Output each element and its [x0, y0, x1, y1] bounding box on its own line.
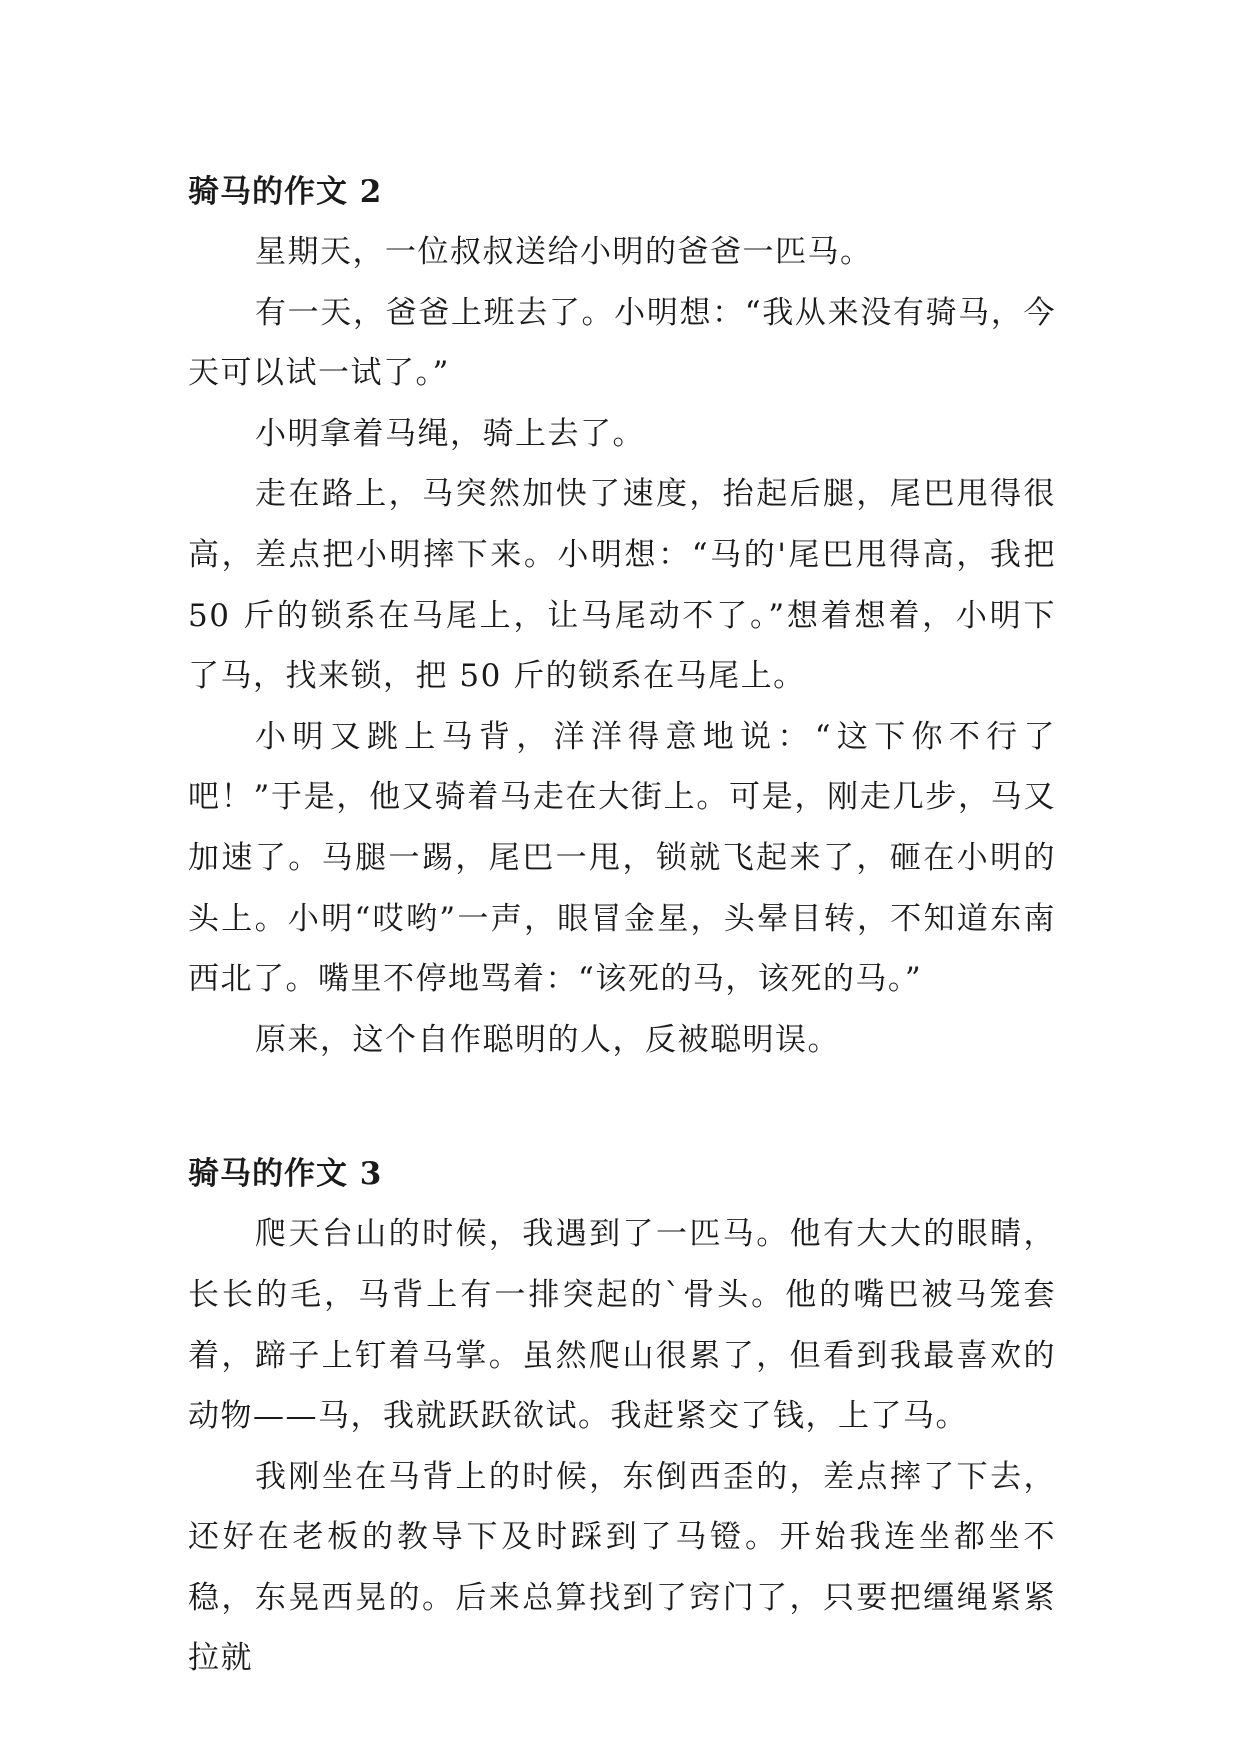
essay-paragraph: 原来，这个自作聪明的人，反被聪明误。: [255, 1021, 840, 1058]
section-spacer: [188, 1070, 1056, 1144]
essay-paragraph: 星期天，一位叔叔送给小明的爸爸一匹马。: [255, 234, 873, 270]
essay-paragraph: 小明拿着马绳，骑上去了。: [255, 415, 645, 452]
essay-paragraph: 我刚坐在马背上的时候，东倒西歪的，差点摔了下去，还好在老板的教导下及时踩到了马镫。开始我连坐都坐不稳，东晃西晃的。后来总算找到了窍门了，只要把缰绳紧紧拉就: [188, 1458, 1056, 1677]
essay-title: 骑马的作文 2: [188, 174, 383, 210]
essay-paragraph: 有一天，爸爸上班去了。小明想：“我从来没有骑马，今天可以试一试了。”: [188, 294, 1056, 392]
essay-paragraph: 小明又跳上马背，洋洋得意地说：“这下你不行了吧！”于是，他又骑着马走在大街上。可是，刚走几步，马又加速了。马腿一踢，尾巴一甩，锁就飞起来了，砸在小明的头上。小明“哎哟”一声，眼冒金星，头晕目转，不知道东南西北了。嘴里不停地骂着：“该死的马，该死的马。”: [188, 718, 1056, 998]
essay-title: 骑马的作文 3: [188, 1156, 383, 1193]
document-page: [188, 162, 1056, 1689]
essay-paragraph: 走在路上，马突然加快了速度，抬起后腿，尾巴甩得很高，差点把小明摔下来。小明想：“马的'尾巴甩得高，我把 50 斤的锁系在马尾上，让马尾动不了。”想着想着，小明下了马，找来锁，把 50 斤的锁系在马尾上。: [188, 476, 1056, 695]
essay-2: [188, 162, 1056, 1070]
essay-3: [188, 1144, 1056, 1689]
essay-paragraph: 爬天台山的时候，我遇到了一匹马。他有大大的眼睛，长长的毛，马背上有一排突起的`骨头。他的嘴巴被马笼套着，蹄子上钉着马掌。虽然爬山很累了，但看到我最喜欢的动物——马，我就跃跃欲试。我赶紧交了钱，上了马。: [188, 1216, 1056, 1435]
